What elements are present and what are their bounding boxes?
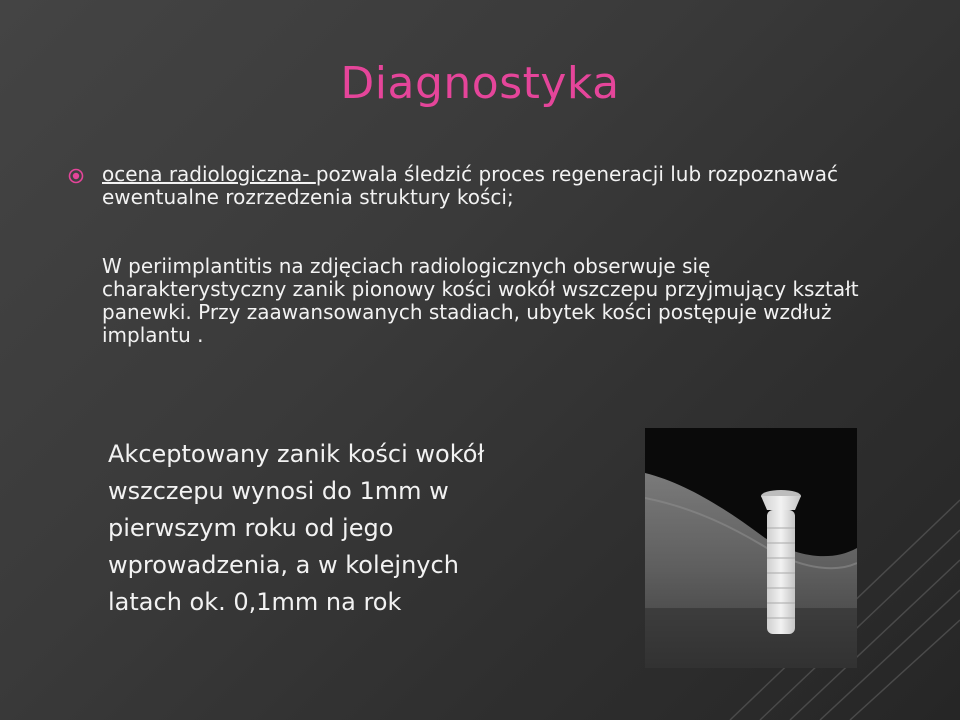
side-note: Akceptowany zanik kości wokół wszczepu wynosi do 1mm w pierwszym roku od jego wprowadzenia, a w kolejnych latach ok. 0,1mm na rok <box>108 440 485 616</box>
xray-image <box>645 428 857 668</box>
bullet-lead-rest: pozwala śledzić proces regeneracji lub rozpoznawać ewentualne rozrzedzenia struktury kości; <box>102 162 839 209</box>
slide-title: Diagnostyka <box>340 58 620 109</box>
bullet-lead-underlined: ocena radiologiczna- <box>102 162 316 186</box>
circled-dot-bullet-icon <box>68 168 84 184</box>
xray-implant-graphic <box>645 428 857 668</box>
bullet-paragraph: W periimplantitis na zdjęciach radiologicznych obserwuje się charakterystyczny zanik pionowy kości wokół wszczepu przyjmujący kształt panewki. Przy zaawansowanych stadiach, ubytek kości postępuje wzdłuż implantu . <box>102 254 859 347</box>
bullet-text <box>102 163 862 209</box>
